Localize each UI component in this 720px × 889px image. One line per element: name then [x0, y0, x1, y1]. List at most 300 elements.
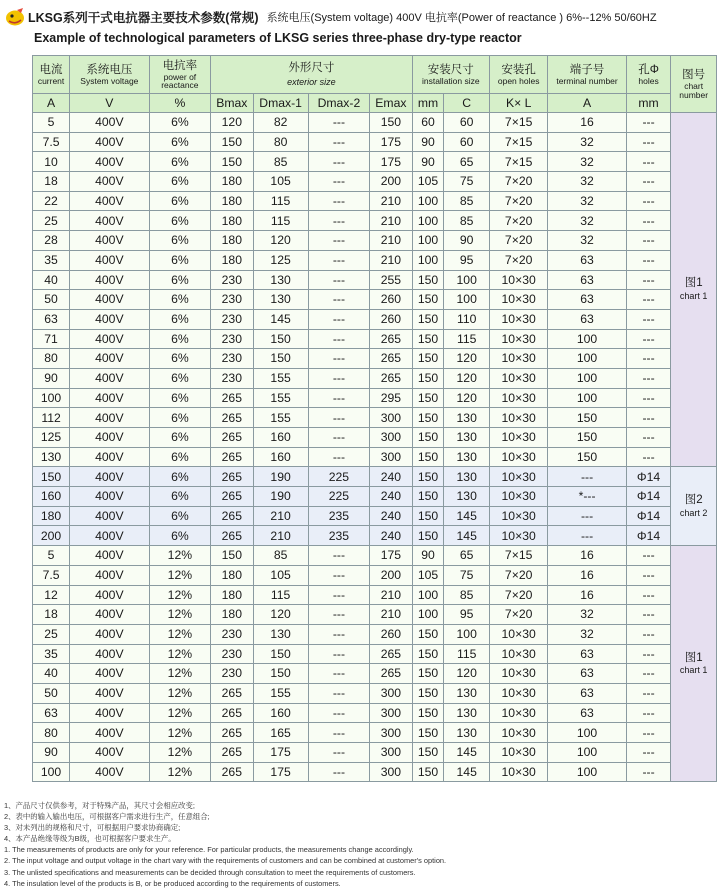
unit-cell: mm: [412, 94, 444, 113]
cell-mm: 100: [412, 585, 444, 605]
cell-hole: ---: [626, 250, 671, 270]
cell-c: 85: [444, 191, 490, 211]
cell-dmax2: ---: [308, 250, 370, 270]
col-header-open-holes: 安装孔 open holes: [490, 56, 548, 94]
cell-kxl: 10×30: [490, 447, 548, 467]
table-row: [33, 526, 717, 546]
cell-kxl: 10×30: [490, 349, 548, 369]
cell-reactance: 6%: [149, 506, 211, 526]
unit-cell: A: [548, 94, 626, 113]
cell-terminal: 16: [548, 585, 626, 605]
unit-cell: %: [149, 94, 211, 113]
cell-bmax: 265: [211, 447, 253, 467]
cell-voltage: 400V: [70, 644, 150, 664]
cell-voltage: 400V: [70, 467, 150, 487]
cell-dmax2: ---: [308, 585, 370, 605]
cell-dmax1: 190: [253, 487, 308, 507]
cell-kxl: 7×15: [490, 546, 548, 566]
cell-kxl: 10×30: [490, 428, 548, 448]
cell-bmax: 150: [211, 546, 253, 566]
cell-mm: 150: [412, 526, 444, 546]
cell-mm: 100: [412, 231, 444, 251]
cell-voltage: 400V: [70, 683, 150, 703]
cell-current: 150: [33, 467, 70, 487]
cell-reactance: 6%: [149, 467, 211, 487]
unit-cell: A: [33, 94, 70, 113]
cell-c: 145: [444, 743, 490, 763]
footnote: 2. The input voltage and output voltage in the chart vary with the requirements of customers and can be combined at customer's option.: [4, 856, 447, 866]
cell-dmax1: 130: [253, 270, 308, 290]
cell-voltage: 400V: [70, 703, 150, 723]
cell-emax: 175: [370, 152, 412, 172]
cell-terminal: 16: [548, 565, 626, 585]
cell-mm: 90: [412, 546, 444, 566]
spec-summary: 系统电压(System voltage) 400V 电抗率(Power of reactance ) 6%--12% 50/60HZ: [266, 12, 657, 24]
cell-emax: 300: [370, 703, 412, 723]
cell-reactance: 6%: [149, 191, 211, 211]
cell-current: 40: [33, 664, 70, 684]
cell-current: 63: [33, 703, 70, 723]
cell-reactance: 12%: [149, 644, 211, 664]
table-row: [33, 624, 717, 644]
cell-terminal: 150: [548, 447, 626, 467]
cell-current: 100: [33, 388, 70, 408]
cell-reactance: 6%: [149, 428, 211, 448]
cell-c: 115: [444, 644, 490, 664]
cell-emax: 210: [370, 585, 412, 605]
cell-hole: ---: [626, 605, 671, 625]
table-row: [33, 467, 717, 487]
cell-hole: ---: [626, 309, 671, 329]
cell-hole: ---: [626, 428, 671, 448]
cell-dmax1: 120: [253, 231, 308, 251]
cell-voltage: 400V: [70, 624, 150, 644]
cell-bmax: 180: [211, 231, 253, 251]
cell-mm: 105: [412, 172, 444, 192]
cell-dmax2: ---: [308, 152, 370, 172]
cell-terminal: ---: [548, 506, 626, 526]
cell-emax: 300: [370, 762, 412, 782]
cell-dmax2: ---: [308, 270, 370, 290]
cell-dmax1: 130: [253, 290, 308, 310]
unit-cell: Bmax: [211, 94, 253, 113]
table-row: [33, 132, 717, 152]
cell-kxl: 7×15: [490, 152, 548, 172]
cell-bmax: 265: [211, 723, 253, 743]
cell-dmax1: 115: [253, 191, 308, 211]
cell-dmax2: ---: [308, 113, 370, 133]
cell-dmax1: 105: [253, 172, 308, 192]
cell-dmax2: ---: [308, 428, 370, 448]
footnote: 3. The unlisted specifications and measurements can be decided through consultation to meet the requirements of customers.: [4, 867, 416, 877]
cell-c: 65: [444, 546, 490, 566]
brand-logo-icon: [4, 7, 26, 27]
cell-kxl: 10×30: [490, 723, 548, 743]
table-row: [33, 368, 717, 388]
cell-terminal: 63: [548, 703, 626, 723]
cell-current: 22: [33, 191, 70, 211]
cell-dmax1: 165: [253, 723, 308, 743]
cell-hole: ---: [626, 290, 671, 310]
cell-emax: 200: [370, 172, 412, 192]
cell-c: 130: [444, 467, 490, 487]
cell-hole: ---: [626, 624, 671, 644]
cell-mm: 150: [412, 703, 444, 723]
cell-emax: 260: [370, 624, 412, 644]
cell-reactance: 12%: [149, 762, 211, 782]
cell-voltage: 400V: [70, 408, 150, 428]
cell-mm: 105: [412, 565, 444, 585]
cell-c: 100: [444, 290, 490, 310]
cell-bmax: 265: [211, 743, 253, 763]
cell-terminal: ---: [548, 526, 626, 546]
cell-reactance: 12%: [149, 546, 211, 566]
table-row: [33, 388, 717, 408]
cell-hole: ---: [626, 132, 671, 152]
chart-number-zh: 图1: [684, 277, 703, 290]
cell-terminal: ---: [548, 467, 626, 487]
cell-hole: ---: [626, 211, 671, 231]
cell-terminal: 100: [548, 368, 626, 388]
cell-bmax: 150: [211, 152, 253, 172]
cell-emax: 260: [370, 309, 412, 329]
cell-dmax2: 235: [308, 526, 370, 546]
cell-current: 7.5: [33, 132, 70, 152]
cell-kxl: 10×30: [490, 743, 548, 763]
cell-emax: 295: [370, 388, 412, 408]
cell-c: 115: [444, 329, 490, 349]
cell-reactance: 12%: [149, 585, 211, 605]
cell-voltage: 400V: [70, 309, 150, 329]
cell-kxl: 10×30: [490, 388, 548, 408]
cell-hole: ---: [626, 447, 671, 467]
cell-emax: 265: [370, 329, 412, 349]
cell-kxl: 10×30: [490, 309, 548, 329]
table-row: [33, 644, 717, 664]
cell-bmax: 265: [211, 467, 253, 487]
cell-emax: 240: [370, 487, 412, 507]
cell-bmax: 265: [211, 762, 253, 782]
cell-c: 130: [444, 723, 490, 743]
cell-hole: ---: [626, 329, 671, 349]
cell-reactance: 6%: [149, 388, 211, 408]
table-row: [33, 487, 717, 507]
cell-kxl: 10×30: [490, 664, 548, 684]
cell-terminal: 150: [548, 408, 626, 428]
cell-dmax1: 150: [253, 664, 308, 684]
cell-mm: 90: [412, 152, 444, 172]
cell-voltage: 400V: [70, 191, 150, 211]
cell-current: 200: [33, 526, 70, 546]
table-row: [33, 546, 717, 566]
cell-hole: ---: [626, 152, 671, 172]
chart-number-cell: [671, 546, 717, 782]
cell-kxl: 7×15: [490, 113, 548, 133]
cell-dmax1: 150: [253, 329, 308, 349]
col-header-chart: 图号 chart number: [671, 56, 717, 113]
cell-dmax2: ---: [308, 191, 370, 211]
cell-reactance: 12%: [149, 743, 211, 763]
cell-reactance: 6%: [149, 211, 211, 231]
cell-bmax: 180: [211, 605, 253, 625]
cell-current: 50: [33, 683, 70, 703]
cell-voltage: 400V: [70, 605, 150, 625]
cell-voltage: 400V: [70, 368, 150, 388]
chart-number-en: chart 1: [679, 665, 708, 675]
cell-mm: 150: [412, 762, 444, 782]
cell-reactance: 6%: [149, 526, 211, 546]
cell-bmax: 265: [211, 487, 253, 507]
cell-dmax1: 210: [253, 506, 308, 526]
cell-dmax2: ---: [308, 703, 370, 723]
cell-hole: ---: [626, 191, 671, 211]
cell-c: 120: [444, 388, 490, 408]
cell-terminal: 32: [548, 605, 626, 625]
cell-dmax1: 160: [253, 428, 308, 448]
cell-emax: 240: [370, 526, 412, 546]
cell-c: 130: [444, 683, 490, 703]
cell-current: 18: [33, 172, 70, 192]
cell-current: 18: [33, 605, 70, 625]
cell-hole: ---: [626, 762, 671, 782]
cell-c: 145: [444, 762, 490, 782]
cell-kxl: 7×20: [490, 585, 548, 605]
cell-reactance: 6%: [149, 447, 211, 467]
cell-bmax: 180: [211, 585, 253, 605]
cell-mm: 90: [412, 132, 444, 152]
cell-terminal: 32: [548, 172, 626, 192]
cell-emax: 210: [370, 211, 412, 231]
cell-mm: 100: [412, 191, 444, 211]
cell-terminal: 63: [548, 250, 626, 270]
chart-number-en: chart 1: [679, 290, 708, 301]
footnote: 4、本产品绝缘等级为B级，也可根据客户要求生产。: [4, 834, 176, 844]
cell-kxl: 10×30: [490, 526, 548, 546]
cell-dmax2: ---: [308, 309, 370, 329]
unit-cell: K× L: [490, 94, 548, 113]
cell-dmax2: ---: [308, 408, 370, 428]
cell-reactance: 6%: [149, 172, 211, 192]
cell-reactance: 6%: [149, 408, 211, 428]
cell-emax: 300: [370, 447, 412, 467]
table-row: [33, 250, 717, 270]
cell-bmax: 230: [211, 664, 253, 684]
cell-voltage: 400V: [70, 270, 150, 290]
table-row: [33, 762, 717, 782]
cell-dmax2: ---: [308, 723, 370, 743]
cell-bmax: 230: [211, 624, 253, 644]
table-row: [33, 270, 717, 290]
cell-mm: 150: [412, 467, 444, 487]
cell-current: 35: [33, 250, 70, 270]
cell-voltage: 400V: [70, 349, 150, 369]
cell-current: 35: [33, 644, 70, 664]
cell-terminal: 100: [548, 762, 626, 782]
cell-mm: 150: [412, 644, 444, 664]
cell-emax: 175: [370, 546, 412, 566]
cell-voltage: 400V: [70, 546, 150, 566]
cell-dmax2: ---: [308, 290, 370, 310]
cell-dmax1: 155: [253, 408, 308, 428]
cell-kxl: 7×20: [490, 565, 548, 585]
cell-c: 145: [444, 526, 490, 546]
cell-reactance: 6%: [149, 309, 211, 329]
cell-dmax2: ---: [308, 565, 370, 585]
cell-bmax: 180: [211, 211, 253, 231]
cell-kxl: 10×30: [490, 487, 548, 507]
cell-terminal: 32: [548, 624, 626, 644]
cell-dmax2: ---: [308, 644, 370, 664]
cell-dmax2: ---: [308, 388, 370, 408]
cell-mm: 150: [412, 368, 444, 388]
cell-hole: Φ14: [626, 487, 671, 507]
cell-mm: 150: [412, 447, 444, 467]
cell-terminal: 100: [548, 329, 626, 349]
cell-bmax: 180: [211, 565, 253, 585]
cell-dmax1: 130: [253, 624, 308, 644]
cell-reactance: 12%: [149, 703, 211, 723]
cell-c: 60: [444, 113, 490, 133]
cell-dmax2: ---: [308, 605, 370, 625]
unit-cell: Dmax-2: [308, 94, 370, 113]
cell-hole: ---: [626, 349, 671, 369]
cell-kxl: 7×20: [490, 211, 548, 231]
cell-kxl: 10×30: [490, 644, 548, 664]
cell-bmax: 265: [211, 526, 253, 546]
cell-reactance: 6%: [149, 152, 211, 172]
cell-dmax1: 105: [253, 565, 308, 585]
cell-hole: ---: [626, 585, 671, 605]
unit-cell: mm: [626, 94, 671, 113]
cell-emax: 300: [370, 743, 412, 763]
cell-hole: Φ14: [626, 506, 671, 526]
cell-c: 145: [444, 506, 490, 526]
cell-reactance: 6%: [149, 113, 211, 133]
cell-emax: 200: [370, 565, 412, 585]
cell-kxl: 10×30: [490, 408, 548, 428]
cell-kxl: 7×20: [490, 172, 548, 192]
cell-current: 90: [33, 743, 70, 763]
cell-kxl: 7×20: [490, 191, 548, 211]
cell-kxl: 10×30: [490, 703, 548, 723]
cell-emax: 300: [370, 683, 412, 703]
cell-dmax1: 210: [253, 526, 308, 546]
table-row: [33, 329, 717, 349]
cell-reactance: 12%: [149, 605, 211, 625]
cell-voltage: 400V: [70, 723, 150, 743]
table-row: [33, 428, 717, 448]
cell-c: 130: [444, 428, 490, 448]
cell-terminal: 150: [548, 428, 626, 448]
table-row: [33, 683, 717, 703]
chart-number-cell: [671, 113, 717, 467]
cell-emax: 260: [370, 290, 412, 310]
cell-voltage: 400V: [70, 250, 150, 270]
table-row: [33, 191, 717, 211]
table-row: [33, 349, 717, 369]
cell-emax: 265: [370, 368, 412, 388]
table-row: [33, 565, 717, 585]
cell-current: 5: [33, 113, 70, 133]
cell-dmax2: 235: [308, 506, 370, 526]
cell-c: 130: [444, 408, 490, 428]
cell-dmax1: 82: [253, 113, 308, 133]
cell-voltage: 400V: [70, 152, 150, 172]
cell-current: 7.5: [33, 565, 70, 585]
cell-kxl: 7×20: [490, 231, 548, 251]
cell-reactance: 6%: [149, 349, 211, 369]
unit-cell: Dmax-1: [253, 94, 308, 113]
cell-voltage: 400V: [70, 487, 150, 507]
cell-current: 5: [33, 546, 70, 566]
cell-bmax: 150: [211, 132, 253, 152]
cell-terminal: 16: [548, 113, 626, 133]
cell-emax: 210: [370, 191, 412, 211]
cell-terminal: 32: [548, 152, 626, 172]
cell-voltage: 400V: [70, 113, 150, 133]
cell-mm: 150: [412, 309, 444, 329]
cell-terminal: 63: [548, 309, 626, 329]
cell-reactance: 12%: [149, 723, 211, 743]
cell-c: 120: [444, 368, 490, 388]
col-header-holes: 孔Φ holes: [626, 56, 671, 94]
cell-hole: Φ14: [626, 467, 671, 487]
cell-hole: ---: [626, 683, 671, 703]
cell-c: 75: [444, 172, 490, 192]
cell-c: 60: [444, 132, 490, 152]
cell-emax: 265: [370, 664, 412, 684]
cell-emax: 300: [370, 723, 412, 743]
cell-dmax1: 155: [253, 683, 308, 703]
cell-c: 130: [444, 487, 490, 507]
cell-terminal: 100: [548, 743, 626, 763]
cell-dmax1: 145: [253, 309, 308, 329]
cell-mm: 100: [412, 250, 444, 270]
cell-dmax2: ---: [308, 231, 370, 251]
cell-current: 63: [33, 309, 70, 329]
cell-reactance: 12%: [149, 624, 211, 644]
cell-hole: ---: [626, 546, 671, 566]
cell-voltage: 400V: [70, 526, 150, 546]
cell-current: 10: [33, 152, 70, 172]
cell-mm: 150: [412, 624, 444, 644]
cell-mm: 150: [412, 290, 444, 310]
cell-dmax2: ---: [308, 664, 370, 684]
table-row: [33, 605, 717, 625]
cell-emax: 240: [370, 467, 412, 487]
cell-current: 125: [33, 428, 70, 448]
cell-terminal: 100: [548, 723, 626, 743]
cell-emax: 300: [370, 428, 412, 448]
cell-mm: 150: [412, 723, 444, 743]
cell-bmax: 265: [211, 408, 253, 428]
parameter-table: [32, 55, 717, 782]
cell-hole: ---: [626, 723, 671, 743]
chart-number-en: chart 2: [679, 507, 708, 518]
table-row: [33, 585, 717, 605]
cell-kxl: 10×30: [490, 762, 548, 782]
cell-voltage: 400V: [70, 388, 150, 408]
cell-dmax2: ---: [308, 329, 370, 349]
cell-voltage: 400V: [70, 172, 150, 192]
cell-terminal: 63: [548, 644, 626, 664]
cell-emax: 300: [370, 408, 412, 428]
footnote: 2、表中的输入输出电压，可根据客户需求进行生产，任意组合;: [4, 812, 210, 822]
cell-voltage: 400V: [70, 428, 150, 448]
cell-bmax: 230: [211, 290, 253, 310]
cell-dmax1: 85: [253, 546, 308, 566]
cell-hole: ---: [626, 172, 671, 192]
